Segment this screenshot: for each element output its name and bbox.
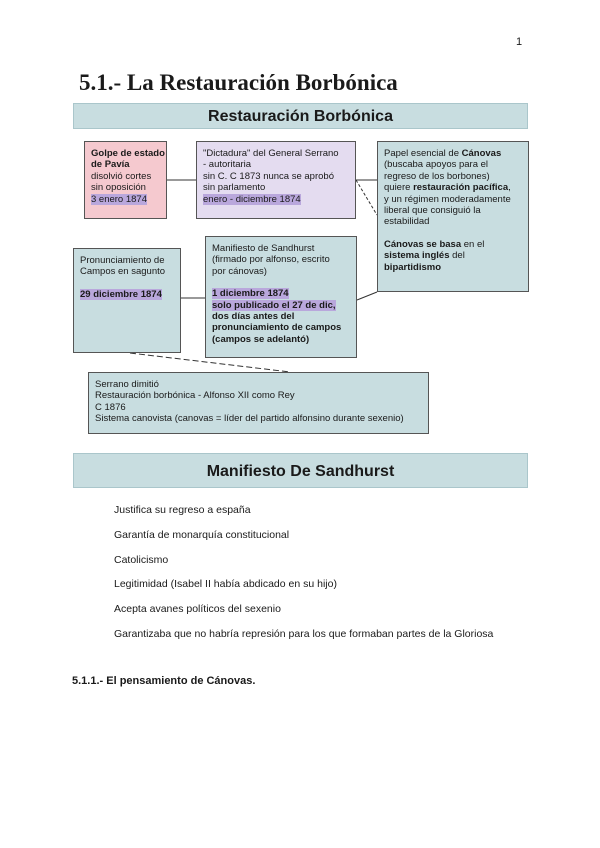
box3-line9-post: del	[449, 250, 465, 262]
box5-line2: (firmado por alfonso, escrito	[212, 254, 330, 266]
box3-line10: bipartidismo	[384, 261, 442, 273]
box4-line3: 29 diciembre 1874	[80, 288, 162, 300]
box5-line5: solo publicado el 27 de dic,	[212, 299, 336, 311]
box5-line3: por cánovas)	[212, 265, 267, 277]
box-manifiesto-sandhurst	[205, 236, 357, 358]
box2-line5: enero - diciembre 1874	[203, 193, 301, 205]
box3-line4-pre: quiere	[384, 182, 414, 194]
box5-line4: 1 diciembre 1874	[212, 288, 289, 300]
box5-line8: (campos se adelantó)	[212, 333, 310, 345]
page-title: 5.1.- La Restauración Borbónica	[79, 70, 398, 95]
box1-line5: 3 enero 1874	[91, 193, 147, 205]
connector-5-3	[357, 292, 377, 300]
box1-line3: disolvió cortes	[91, 170, 152, 182]
box3-line5: y un régimen moderadamente	[384, 193, 511, 205]
box3-line6: liberal que consiguió la	[384, 205, 481, 217]
box3-line4-bold: restauración pacífica	[413, 182, 509, 194]
box5-line7: pronunciamiento de campos	[212, 322, 342, 334]
manifiesto-item: Garantizaba que no habría represión para los que formaban partes de la Gloriosa	[114, 628, 494, 640]
box6-line4: Sistema canovista (canovas = líder del partido alfonsino durante sexenio)	[95, 413, 404, 425]
box2-line1: "Dictadura" del General Serrano	[203, 148, 339, 159]
box4-line2: Campos en sagunto	[80, 266, 166, 278]
box3-line3: regreso de los borbones)	[384, 170, 490, 182]
box1-line2: de Pavía	[91, 159, 130, 171]
box-pronunciamiento-campos	[73, 248, 181, 353]
manifiesto-item: Justifica su regreso a españa	[114, 504, 251, 516]
page-number: 1	[516, 36, 523, 48]
box3-line4-post: ,	[508, 182, 511, 194]
manifiesto-item: Catolicismo	[114, 554, 169, 566]
box3-line9-bold: sistema inglés	[384, 250, 450, 262]
box3-line8-bold: Cánovas se basa	[384, 238, 462, 250]
box6-line2: Restauración borbónica - Alfonso XII como Rey	[95, 390, 295, 402]
manifiesto-item: Legitimidad (Isabel II había abdicado en su hijo)	[114, 578, 337, 590]
box4-line1: Pronunciamiento de	[80, 255, 165, 266]
box6-line3: C 1876	[95, 401, 126, 413]
box-golpe-pavia	[84, 141, 167, 219]
manifiesto-item: Garantía de monarquía constitucional	[114, 529, 290, 541]
box-dictadura-serrano	[196, 141, 356, 219]
box3-line8-post: en el	[461, 238, 485, 250]
box1-line1: Golpe de estado	[91, 148, 165, 159]
diagram-banner: Restauración Borbónica	[73, 103, 528, 129]
box3-line2: (buscaba apoyos para el	[384, 159, 489, 171]
box3-line1-bold: Cánovas	[461, 148, 502, 159]
box2-line4: sin parlamento	[203, 182, 266, 194]
box5-line6: dos días antes del	[212, 311, 295, 323]
box2-line2: - autoritaria	[203, 159, 252, 171]
box6-line1: Serrano dimitió	[95, 379, 159, 390]
box-serrano-dimitio	[88, 372, 429, 434]
manifiesto-item: Acepta avanes políticos del sexenio	[114, 603, 281, 615]
section-subheading: 5.1.1.- El pensamiento de Cánovas.	[72, 675, 256, 687]
box2-line3: sin C. C 1873 nunca se aprobó	[203, 170, 334, 182]
box3-line1-pre: Papel esencial de	[384, 148, 462, 159]
box5-line1: Manifiesto de Sandhurst	[212, 243, 315, 254]
manifiesto-banner: Manifiesto De Sandhurst	[73, 453, 528, 488]
connector-2-3	[356, 180, 377, 215]
box-papel-canovas	[377, 141, 529, 292]
box1-line4: sin oposición	[91, 182, 146, 194]
box3-line7: estabilidad	[384, 216, 430, 228]
